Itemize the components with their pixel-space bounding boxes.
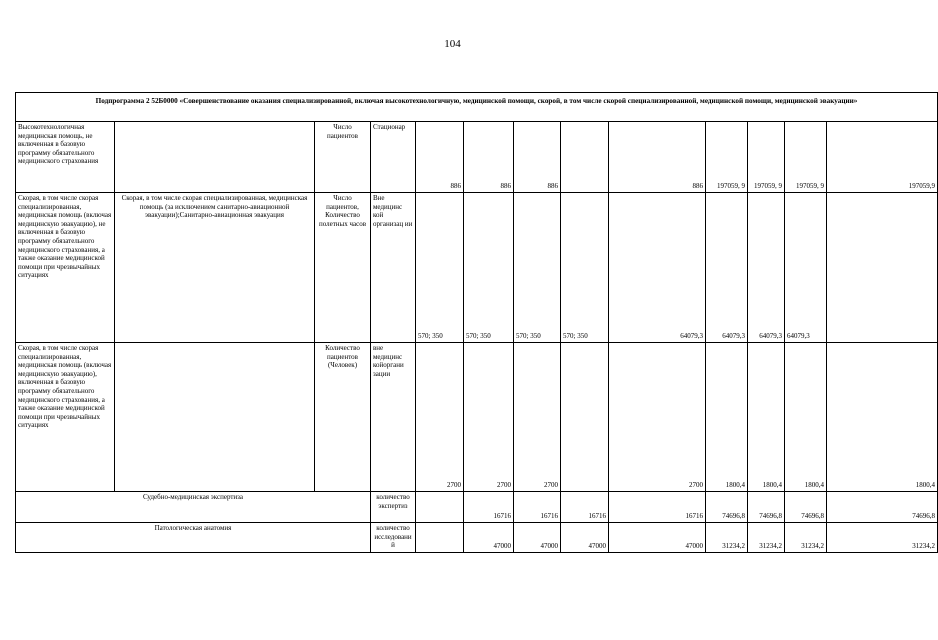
finance-value: 64079,3 [609, 193, 706, 343]
finance-value: 31234,2 [706, 523, 748, 553]
row-unit: Число пациентов, Количество полетных часов [315, 193, 371, 343]
heading-row [16, 93, 938, 122]
row-name: Патологическая анатомия [16, 523, 371, 553]
finance-value: 1800,4 [827, 343, 938, 492]
finance-value: 31234,2 [785, 523, 827, 553]
row-unit: количество исследовани й [371, 523, 416, 553]
row-name: Высокотехнологичная медицинская помощь, не включенная в базовую программу обязательного медицинского страхования [16, 122, 115, 193]
empty-cell [827, 193, 938, 343]
empty-cell [561, 122, 609, 193]
finance-value: 1800,4 [748, 343, 785, 492]
row-name: Скорая, в том числе скорая специализированная, медицинская помощь (включая медицинскую эвакуацию), не включенная в базовую программу обязательного медицинского страхования, а также оказание медицинской помощи при чрезвычайных ситуациях [16, 193, 115, 343]
volume-value: 16716 [464, 492, 514, 523]
finance-value: 197059, 9 [748, 122, 785, 193]
volume-value: 886 [609, 122, 706, 193]
table-row [16, 122, 938, 193]
volume-value: 570; 350 [416, 193, 464, 343]
page-number: 104 [444, 38, 461, 50]
finance-value: 1800,4 [785, 343, 827, 492]
finance-value: 74696,8 [827, 492, 938, 523]
volume-value: 2700 [416, 343, 464, 492]
row-unit: Количество пациентов (Человек) [315, 343, 371, 492]
volume-value: 47000 [609, 523, 706, 553]
volume-value: 47000 [514, 523, 561, 553]
subprogram-table [15, 92, 938, 553]
volume-value: 886 [464, 122, 514, 193]
volume-value: 886 [416, 122, 464, 193]
row-unit: количество экспертиз [371, 492, 416, 523]
finance-value: 64079,3 [748, 193, 785, 343]
finance-value: 1800,4 [706, 343, 748, 492]
volume-value: 570; 350 [561, 193, 609, 343]
row-condition: Стационар [371, 122, 416, 193]
row-unit: Число пациентов [315, 122, 371, 193]
volume-value: 2700 [514, 343, 561, 492]
finance-value: 197059, 9 [785, 122, 827, 193]
row-description: Скорая, в том числе скорая специализированная, медицинская помощь (за исключением санитарно-авиационной эвакуации);Санитарно-авиационная эвакуация [115, 193, 315, 343]
volume-value: 2700 [609, 343, 706, 492]
table-row [16, 343, 938, 492]
table-row [16, 193, 938, 343]
row-description [115, 343, 315, 492]
row-condition [416, 523, 464, 553]
finance-value: 74696,8 [706, 492, 748, 523]
row-description [115, 122, 315, 193]
row-condition: Вне медицинс кой организац ии [371, 193, 416, 343]
volume-value: 2700 [464, 343, 514, 492]
table-row [16, 492, 938, 523]
table-row [16, 523, 938, 553]
subprogram-heading: Подпрограмма 2 52Б0000 «Совершенствование оказания специализированной, включая высокотехнологичную, медицинской помощи, скорой, в том числе скорой специализированной, медицинской помощи, медицинской эвакуации» [16, 93, 938, 122]
finance-value: 197059, 9 [706, 122, 748, 193]
row-condition: вне медицинс койоргани зации [371, 343, 416, 492]
row-condition [416, 492, 464, 523]
volume-value: 47000 [464, 523, 514, 553]
row-name: Судебно-медицинская экспертиза [16, 492, 371, 523]
volume-value: 16716 [561, 492, 609, 523]
finance-value: 74696,8 [785, 492, 827, 523]
volume-value: 886 [514, 122, 561, 193]
finance-value: 64079,3 [706, 193, 748, 343]
volume-value: 47000 [561, 523, 609, 553]
volume-value: 570; 350 [514, 193, 561, 343]
finance-value: 31234,2 [748, 523, 785, 553]
volume-value: 570; 350 [464, 193, 514, 343]
empty-cell [561, 343, 609, 492]
finance-value: 64079,3 [785, 193, 827, 343]
volume-value: 16716 [609, 492, 706, 523]
volume-value: 16716 [514, 492, 561, 523]
finance-value: 197059,9 [827, 122, 938, 193]
row-name: Скорая, в том числе скорая специализированная, медицинская помощь (включая медицинскую эвакуацию), включенная в базовую программу обязательного медицинского страхования, а также оказание медицинской помощи при чрезвычайных ситуациях [16, 343, 115, 492]
finance-value: 74696,8 [748, 492, 785, 523]
finance-value: 31234,2 [827, 523, 938, 553]
